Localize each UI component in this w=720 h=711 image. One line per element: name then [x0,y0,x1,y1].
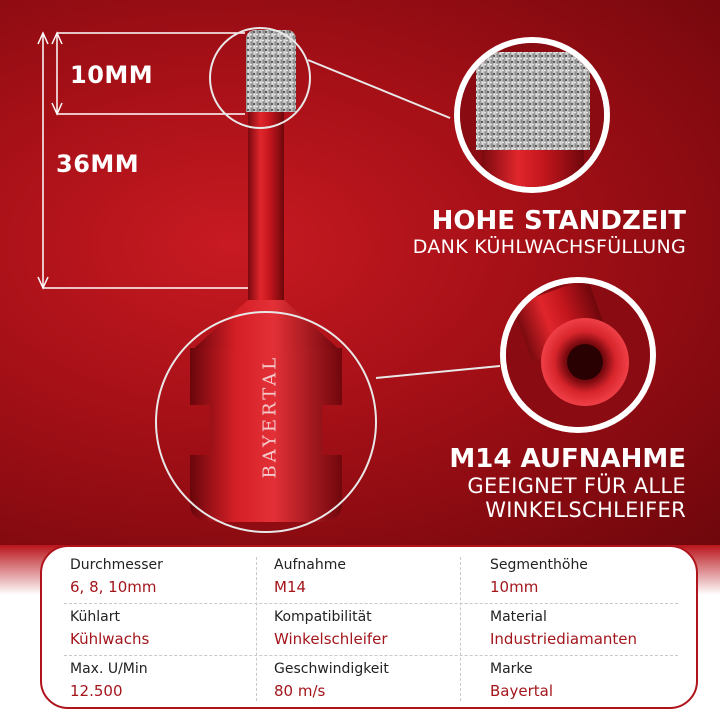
spec-label: Segmenthöhe [490,557,588,573]
spec-value: M14 [274,578,307,596]
spec-value: 80 m/s [274,682,326,700]
spec-cell-segmenthoehe [490,557,690,596]
spec-value: Industriediamanten [490,630,638,648]
spec-label: Aufnahme [274,557,346,573]
spec-cell-material [490,609,690,648]
spec-label: Material [490,609,547,625]
product-engraving: BAYERTAL [259,354,281,479]
feature-standzeit-title: HOHE STANDZEIT [431,206,686,236]
spec-cell-durchmesser [70,557,270,596]
spec-label: Marke [490,661,533,677]
spec-value: 10mm [490,578,539,596]
total-height-label: 36MM [56,150,140,178]
spec-label: Kühlart [70,609,120,625]
spec-value: 12.500 [70,682,123,700]
feature-standzeit-subtitle: DANK KÜHLWACHSFÜLLUNG [412,236,686,258]
spec-value: Winkelschleifer [274,630,388,648]
spec-label: Kompatibilität [274,609,372,625]
feature-standzeit [413,206,686,258]
spec-cell-geschwindigkeit [274,661,474,700]
spec-value: Bayertal [490,682,553,700]
segment-height-label: 10MM [70,61,154,89]
m14-thread-closeup-icon [500,277,656,433]
drill-shaft [248,112,284,320]
spec-cell-kuehlart [70,609,270,648]
spec-value: Kühlwachs [70,630,150,648]
spec-label: Max. U/Min [70,661,148,677]
spec-table [40,545,698,709]
feature-aufnahme-title: M14 AUFNAHME [449,444,686,474]
diamond-segment-closeup-icon [454,37,610,193]
spec-cell-max-umin [70,661,270,700]
feature-aufnahme-subtitle-2: WINKELSCHLEIFER [485,498,686,522]
spec-label: Geschwindigkeit [274,661,389,677]
spec-value: 6, 8, 10mm [70,578,157,596]
diamond-segment [246,30,296,112]
spec-cell-aufnahme [274,557,474,596]
spec-label: Durchmesser [70,557,163,573]
spec-cell-kompatibilitaet [274,609,474,648]
feature-aufnahme [449,444,686,522]
feature-aufnahme-subtitle-1: GEEIGNET FÜR ALLE [467,474,686,498]
spec-cell-marke [490,661,690,700]
